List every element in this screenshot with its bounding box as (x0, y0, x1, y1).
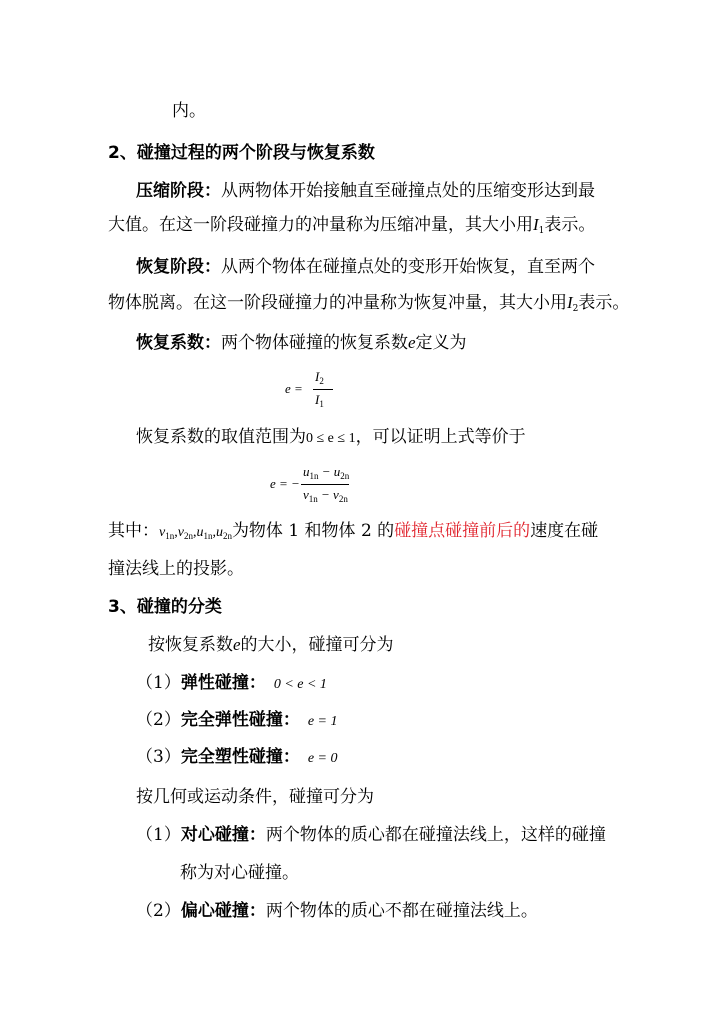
coef-term: 恢复系数： (136, 333, 221, 353)
item-term: 偏心碰撞： (180, 901, 266, 921)
item-number: （3） (136, 747, 181, 767)
where-variables: $v_{1n},v_{2n},u_{1n},u_{2n}$ (159, 525, 232, 541)
item-term: 完全弹性碰撞： (180, 710, 300, 730)
item-term: 对心碰撞： (180, 825, 266, 845)
continuation-text: 内。 (172, 101, 206, 121)
compress-paragraph-line2 (108, 214, 595, 242)
where-text-a: 为物体 1 和物体 2 的 (231, 521, 395, 541)
by-e-text2: 的大小，碰撞可分为 (240, 635, 394, 655)
compress-term: 压缩阶段： (136, 181, 221, 201)
where-lead: 其中： (108, 521, 159, 541)
range-expression: 0 ≤ e ≤ 1 (306, 431, 356, 446)
section-heading-3: 3、碰撞的分类 (108, 597, 222, 617)
eq1-lhs: e = (285, 381, 303, 396)
item-number: （2） (136, 901, 181, 921)
geo-item-1-line2: 称为对心碰撞。 (180, 863, 299, 883)
item-number: （2） (136, 710, 181, 730)
geo-item-1-line1 (136, 824, 606, 846)
range-text2: ，可以证明上式等价于 (355, 427, 526, 447)
restore-term: 恢复阶段： (136, 257, 221, 277)
restore-text2b: 表示。 (578, 293, 630, 313)
geo-item-2 (136, 900, 538, 922)
item-text: 两个物体的质心不都在碰撞法线上。 (265, 901, 538, 921)
restore-paragraph-line1 (136, 256, 595, 278)
coef-text: 两个物体碰撞的恢复系数 (221, 333, 408, 353)
compress-text1: 从两物体开始接触直至碰撞点处的压缩变形达到最 (221, 181, 595, 201)
section-heading-2: 2、碰撞过程的两个阶段与恢复系数 (108, 143, 375, 163)
compress-symbol-sub: 1 (538, 226, 545, 236)
restore-symbol: I (567, 293, 573, 312)
item-number: （1） (136, 673, 181, 693)
compress-text2a: 大值。在这一阶段碰撞力的冲量称为压缩冲量，其大小用 (108, 215, 533, 235)
compress-paragraph-line1 (136, 180, 595, 202)
range-text1: 恢复系数的取值范围为 (136, 427, 306, 447)
list-item (136, 746, 338, 770)
item-number: （1） (136, 825, 181, 845)
range-paragraph (136, 426, 526, 450)
equation-2 (270, 465, 380, 505)
item-term: 弹性碰撞： (180, 673, 266, 693)
eq1-fraction-bar (313, 389, 333, 390)
coef-paragraph (136, 332, 467, 354)
item-expression: 0 < e < 1 (273, 677, 327, 692)
coef-symbol: e (408, 333, 416, 352)
eq2-lhs: e = − (270, 476, 300, 491)
by-e-symbol: e (233, 635, 241, 654)
item-expression: e = 1 (307, 714, 338, 729)
item-text: 两个物体的质心都在碰撞法线上，这样的碰撞 (265, 825, 606, 845)
eq1-numerator: $I_2$ (315, 369, 324, 386)
eq2-numerator: $u_{1n} - u_{2n}$ (303, 464, 350, 481)
restore-text2a: 物体脱离。在这一阶段碰撞力的冲量称为恢复冲量，其大小用 (108, 293, 567, 313)
compress-symbol: I (533, 215, 539, 234)
eq1-denominator: $I_1$ (315, 392, 324, 409)
equation-1 (285, 370, 365, 410)
list-item (136, 672, 327, 696)
where-highlight: 碰撞点碰撞前后的 (394, 521, 531, 541)
restore-text1: 从两个物体在碰撞点处的变形开始恢复，直至两个 (221, 257, 595, 277)
compress-text2b: 表示。 (544, 215, 596, 235)
by-e-paragraph (148, 634, 394, 656)
by-e-text1: 按恢复系数 (148, 635, 233, 655)
where-paragraph-line2: 撞法线上的投影。 (108, 559, 244, 579)
item-expression: e = 0 (307, 751, 338, 766)
eq2-fraction-bar (301, 484, 349, 485)
eq2-denominator: $v_{1n} - v_{2n}$ (303, 487, 348, 504)
restore-symbol-sub: 2 (572, 304, 579, 314)
item-term: 完全塑性碰撞： (180, 747, 300, 767)
coef-text2: 定义为 (415, 333, 467, 353)
list-item (136, 709, 338, 733)
where-paragraph-line1 (108, 520, 598, 547)
where-text-b: 速度在碰 (530, 521, 599, 541)
restore-paragraph-line2 (108, 292, 629, 320)
by-geometry-paragraph: 按几何或运动条件，碰撞可分为 (136, 787, 374, 807)
